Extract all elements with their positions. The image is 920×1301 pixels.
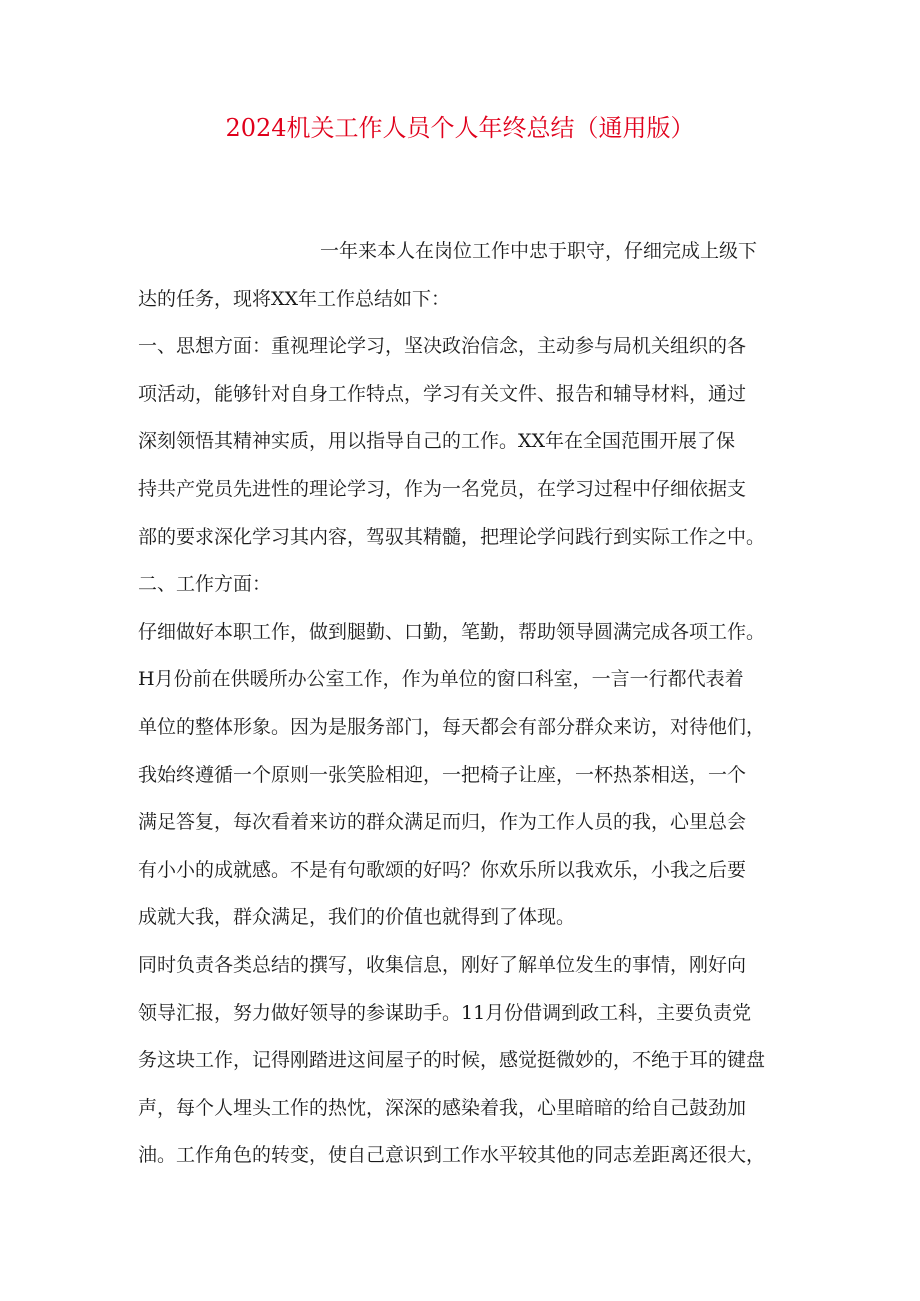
body-line: 部的要求深化学习其内容，驾驭其精髓，把理论学问践行到实际工作之中。 — [138, 525, 766, 548]
section-heading: 二、工作方面： — [138, 573, 272, 596]
body-line: 油。工作角色的转变，使自己意识到工作水平较其他的同志差距离还很大， — [138, 1144, 766, 1167]
body-line: 一、思想方面：重视理论学习，坚决政治信念，主动参与局机关组织的各 — [138, 335, 747, 358]
body-line: 我始终遵循一个原则一张笑脸相迎，一把椅子让座，一杯热茶相送，一个 — [138, 763, 747, 786]
body-line: 项活动，能够针对自身工作特点，学习有关文件、报告和辅导材料，通过 — [138, 382, 747, 405]
document-title: 2024机关工作人员个人年终总结（通用版） — [225, 114, 695, 142]
body-line: 声，每个人埋头工作的热忱，深深的感染着我，心里暗暗的给自己鼓劲加 — [138, 1096, 747, 1119]
body-line: 持共产党员先进性的理论学习，作为一名党员，在学习过程中仔细依据支 — [138, 477, 747, 500]
body-line: 同时负责各类总结的撰写，收集信息，刚好了解单位发生的事情，刚好向 — [138, 953, 747, 976]
body-line: 一年来本人在岗位工作中忠于职守，仔细完成上级下 — [320, 240, 758, 262]
body-line: 领导汇报，努力做好领导的参谋助手。11月份借调到政工科，主要负责党 — [138, 1001, 752, 1024]
body-line: 有小小的成就感。不是有句歌颂的好吗？你欢乐所以我欢乐，小我之后要 — [138, 858, 747, 881]
body-line: 达的任务，现将XX年工作总结如下： — [138, 287, 451, 310]
document-body — [138, 228, 798, 1180]
body-line: 务这块工作，记得刚踏进这间屋子的时候，感觉挺微妙的，不绝于耳的键盘 — [138, 1049, 766, 1072]
body-line: 仔细做好本职工作，做到腿勤、口勤，笔勤，帮助领导圆满完成各项工作。 — [138, 620, 766, 643]
body-line: 满足答复，每次看着来访的群众满足而归，作为工作人员的我，心里总会 — [138, 811, 747, 834]
body-line: 成就大我，群众满足，我们的价值也就得到了体现。 — [138, 906, 576, 929]
body-line: H月份前在供暖所办公室工作，作为单位的窗口科室，一言一行都代表着 — [138, 668, 744, 691]
body-line: 单位的整体形象。因为是服务部门，每天都会有部分群众来访，对待他们， — [138, 715, 766, 738]
body-line: 深刻领悟其精神实质，用以指导自己的工作。XX年在全国范围开展了保 — [138, 430, 736, 453]
